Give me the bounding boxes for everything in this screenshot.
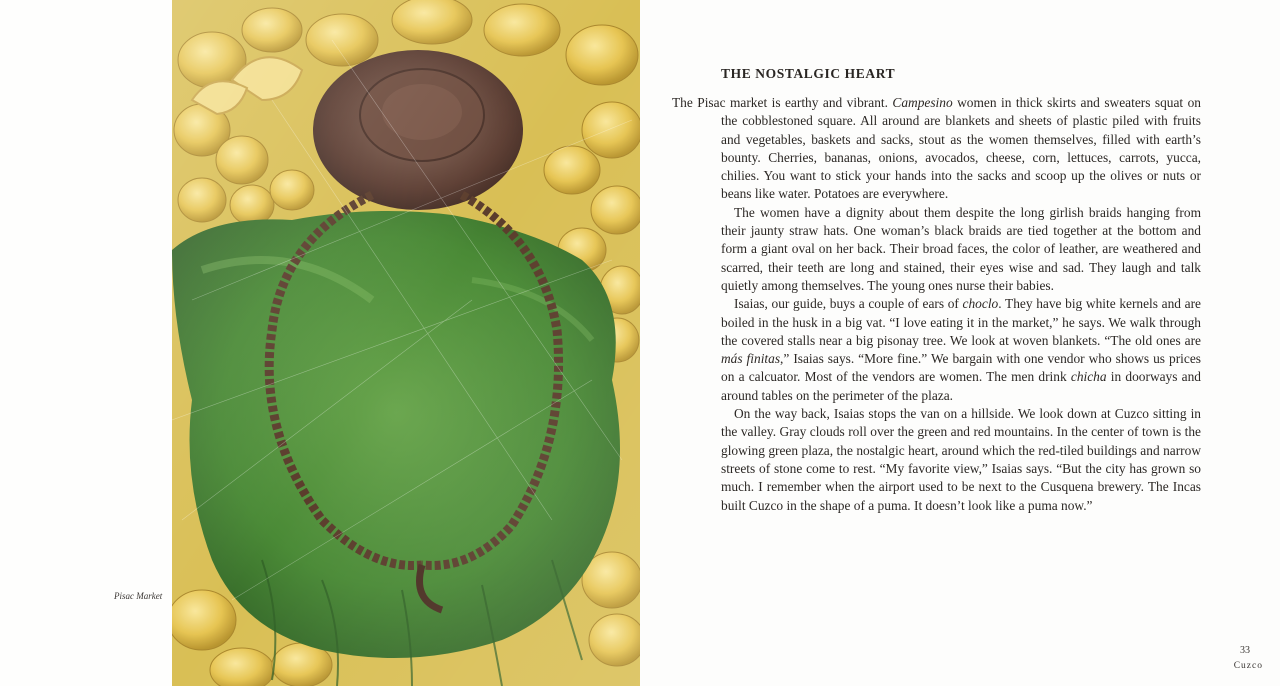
section-title: THE NOSTALGIC HEART xyxy=(721,66,896,81)
italic-term: chicha xyxy=(1070,369,1107,385)
text-run: women in thick skirts and sweaters squat on the cobblestoned square. All around are blankets and sheets of plastic piled with fruits and vegetables, baskets and sacks, stout as the women themselves, filled with earth’s bounty. Cherries, bananas, onions, avocados, cheese, corn, lettuces, carrots, yucca, chilies. You want to stick your hands into the sacks and scoop up the olives or nuts or beans like water. Potatoes are everywhere. xyxy=(721,95,1201,202)
page-number: 33 xyxy=(1240,645,1250,656)
text-run: in doorways and around tables on the perimeter of the plaza. xyxy=(721,369,1201,403)
photo-caption: Pisac Market xyxy=(114,591,163,601)
body-paragraph xyxy=(721,405,1201,515)
italic-term: choclo xyxy=(962,296,999,312)
text-run: The Pisac market is earthy and vibrant. xyxy=(672,95,893,110)
body-paragraph xyxy=(721,295,1201,405)
text-run: ,” Isaias says. “More fine.” We bargain with one vendor who shows us prices on a calcuator. Most of the vendors are women. The men drink xyxy=(721,351,1201,385)
text-run: Isaias, our guide, buys a couple of ears of xyxy=(734,296,963,312)
running-footer: Cuzco xyxy=(1233,661,1263,671)
text-run: The women have a dignity about them despite the long girlish braids hanging from their jaunty straw hats. One woman’s black braids are tied together at the bottom and form a giant oval on her back. Their broad faces, the color of leather, are weathered and scarred, their teeth are long and stained, their eyes wise and sad. They laugh and talk quietly among themselves. The young ones nurse their babies. xyxy=(721,204,1201,293)
text-run: On the way back, Isaias stops the van on a hillside. We look down at Cuzco sitting in the valley. Gray clouds roll over the green and red mountains. In the center of town is the glowing green plaza, the nostalgic heart, around which the red-tiled buildings and narrow streets of stone come to rest. “My favorite view,” Isaias says. “But the city has grown so much. I remember when the airport used to be next to the Cusquena brewery. The Incas built Cuzco in the shape of a puma. It doesn’t look like a puma now.” xyxy=(721,406,1201,513)
body-text xyxy=(672,94,1201,515)
text-run: . They have big white kernels and are boiled in the husk in a big vat. “I love eating it in the market,” he says. We walk through the covered stalls near a big pisonay tree. We look at woven blankets. “The old ones are xyxy=(721,296,1201,348)
body-paragraph xyxy=(672,94,1201,204)
italic-term: Campesino xyxy=(892,95,953,110)
market-photo xyxy=(172,0,640,686)
body-paragraph xyxy=(721,204,1201,295)
market-photo-illustration xyxy=(172,0,640,686)
italic-term: más finitas xyxy=(721,351,781,367)
